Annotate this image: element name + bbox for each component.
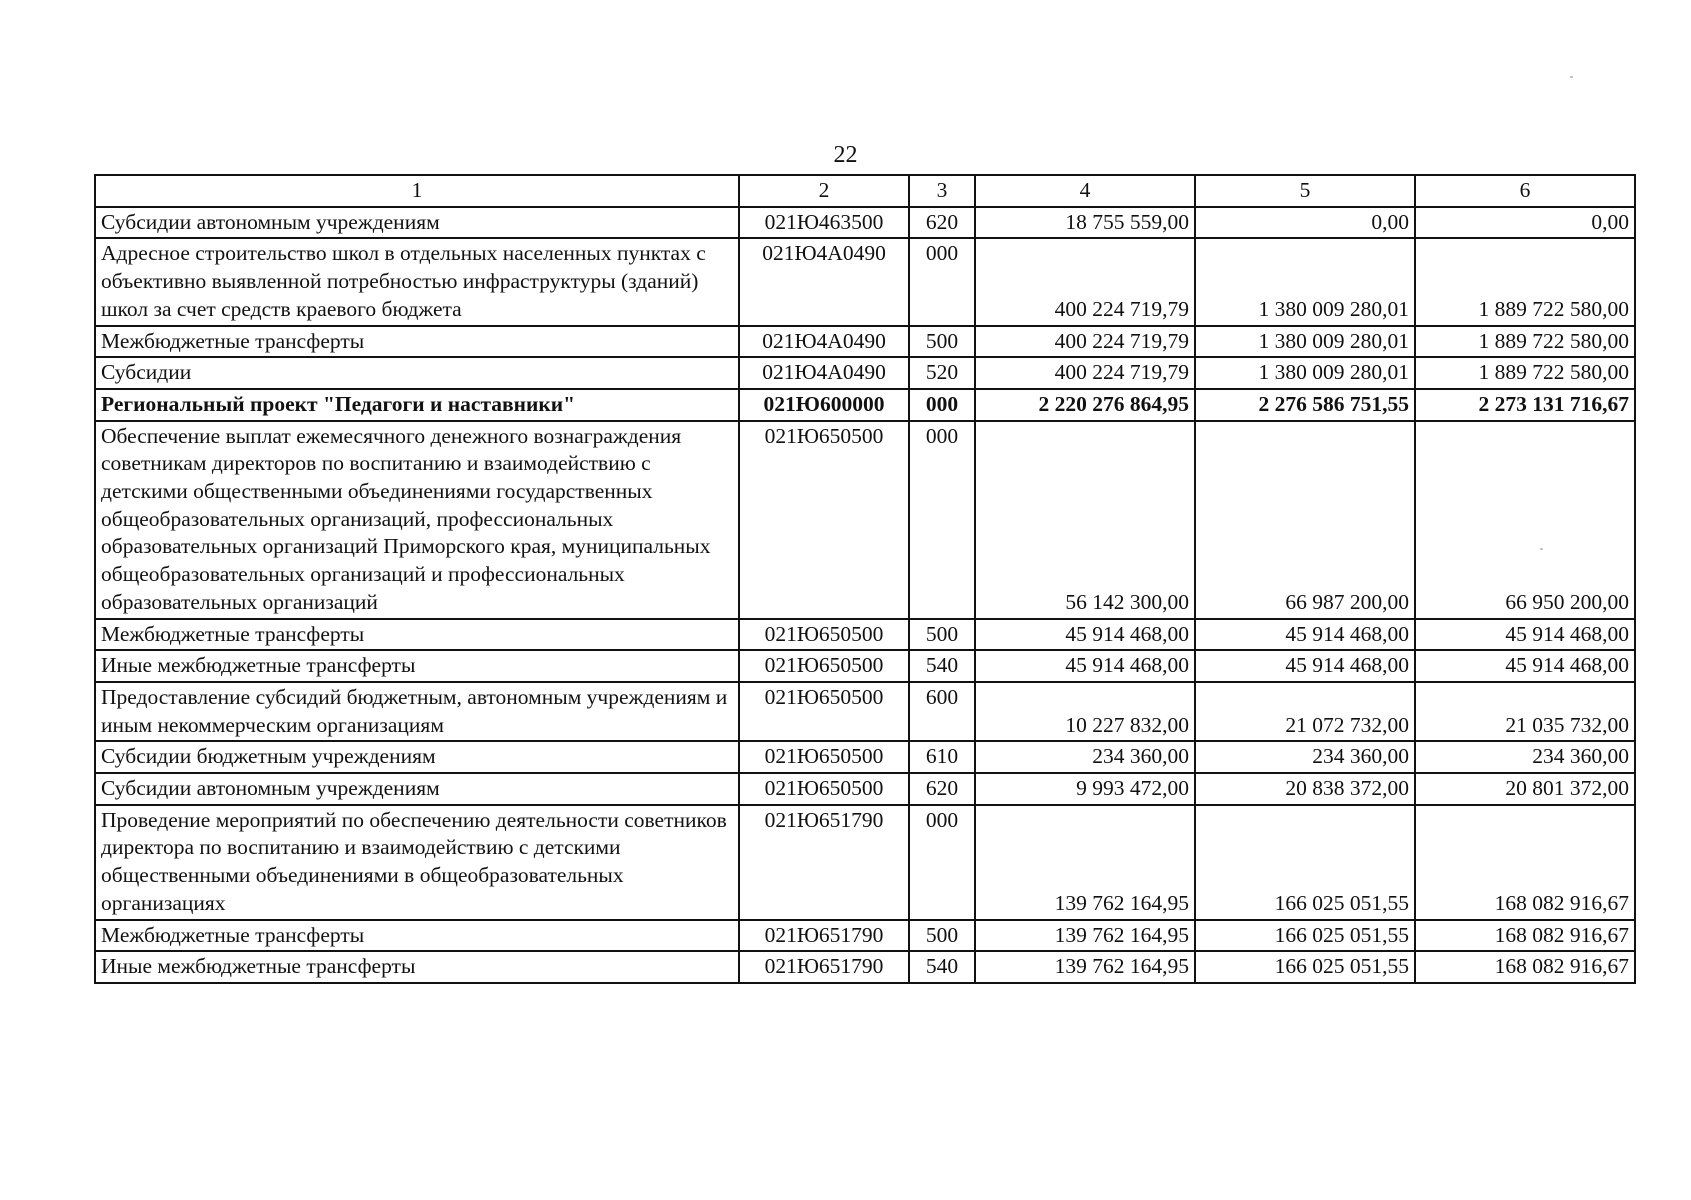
- table-row: [95, 682, 1635, 741]
- row-amount-col6: 1 889 722 580,00: [1415, 238, 1635, 325]
- row-expense-kind: 500: [909, 326, 975, 358]
- row-amount-col6: 168 082 916,67: [1415, 805, 1635, 920]
- row-expense-kind: 540: [909, 650, 975, 682]
- row-name: Субсидии автономным учреждениям: [95, 207, 739, 239]
- table-row: [95, 389, 1635, 421]
- row-amount-col5: 45 914 468,00: [1195, 650, 1415, 682]
- row-amount-col6: 2 273 131 716,67: [1415, 389, 1635, 421]
- row-expense-kind: 500: [909, 619, 975, 651]
- row-name: Обеспечение выплат ежемесячного денежного вознаграждения советникам директоров по воспитанию и взаимодействию с детскими общественными объединениями государственных общеобразовательных организаций, профессиональных образовательных организаций Приморского края, муниципальных общеобразовательных организаций и профессиональных образовательных организаций: [95, 421, 739, 619]
- header-cell: 4: [975, 175, 1195, 207]
- table-row: [95, 920, 1635, 952]
- header-cell: 5: [1195, 175, 1415, 207]
- header-cell: 1: [95, 175, 739, 207]
- row-amount-col6: 1 889 722 580,00: [1415, 357, 1635, 389]
- row-amount-col5: 1 380 009 280,01: [1195, 357, 1415, 389]
- row-amount-col6: 66 950 200,00: [1415, 421, 1635, 619]
- row-amount-col5: 166 025 051,55: [1195, 951, 1415, 983]
- budget-table: [94, 174, 1636, 984]
- row-code: 021Ю651790: [739, 805, 909, 920]
- row-code: 021Ю4А0490: [739, 357, 909, 389]
- table-row: [95, 951, 1635, 983]
- row-amount-col6: 168 082 916,67: [1415, 920, 1635, 952]
- row-amount-col6: 234 360,00: [1415, 741, 1635, 773]
- row-amount-col6: 1 889 722 580,00: [1415, 326, 1635, 358]
- row-amount-col5: 166 025 051,55: [1195, 920, 1415, 952]
- row-name: Субсидии бюджетным учреждениям: [95, 741, 739, 773]
- row-expense-kind: 540: [909, 951, 975, 983]
- row-amount-col4: 400 224 719,79: [975, 238, 1195, 325]
- row-amount-col5: 2 276 586 751,55: [1195, 389, 1415, 421]
- row-amount-col5: 1 380 009 280,01: [1195, 238, 1415, 325]
- table-row: [95, 207, 1635, 239]
- row-name: Предоставление субсидий бюджетным, автономным учреждениям и иным некоммерческим организациям: [95, 682, 739, 741]
- row-expense-kind: 620: [909, 207, 975, 239]
- row-code: 021Ю4А0490: [739, 238, 909, 325]
- row-amount-col5: 166 025 051,55: [1195, 805, 1415, 920]
- row-amount-col4: 139 762 164,95: [975, 951, 1195, 983]
- row-amount-col6: 20 801 372,00: [1415, 773, 1635, 805]
- row-code: 021Ю650500: [739, 421, 909, 619]
- scan-speck: [1540, 548, 1543, 550]
- row-code: 021Ю463500: [739, 207, 909, 239]
- row-amount-col6: 21 035 732,00: [1415, 682, 1635, 741]
- row-amount-col4: 45 914 468,00: [975, 619, 1195, 651]
- row-amount-col6: 45 914 468,00: [1415, 619, 1635, 651]
- table-row: [95, 741, 1635, 773]
- row-expense-kind: 000: [909, 389, 975, 421]
- header-cell: 2: [739, 175, 909, 207]
- table-row: [95, 773, 1635, 805]
- table-row: [95, 357, 1635, 389]
- row-amount-col4: 400 224 719,79: [975, 326, 1195, 358]
- row-amount-col5: 1 380 009 280,01: [1195, 326, 1415, 358]
- row-expense-kind: 610: [909, 741, 975, 773]
- row-amount-col4: 139 762 164,95: [975, 920, 1195, 952]
- row-amount-col4: 139 762 164,95: [975, 805, 1195, 920]
- row-code: 021Ю650500: [739, 741, 909, 773]
- row-expense-kind: 620: [909, 773, 975, 805]
- row-name: Субсидии: [95, 357, 739, 389]
- table-row: [95, 805, 1635, 920]
- row-amount-col4: 2 220 276 864,95: [975, 389, 1195, 421]
- row-expense-kind: 000: [909, 238, 975, 325]
- row-amount-col5: 66 987 200,00: [1195, 421, 1415, 619]
- row-code: 021Ю650500: [739, 650, 909, 682]
- row-amount-col5: 0,00: [1195, 207, 1415, 239]
- table-row: [95, 619, 1635, 651]
- row-code: 021Ю650500: [739, 682, 909, 741]
- row-code: 021Ю651790: [739, 920, 909, 952]
- row-expense-kind: 000: [909, 805, 975, 920]
- row-amount-col5: 45 914 468,00: [1195, 619, 1415, 651]
- row-amount-col5: 234 360,00: [1195, 741, 1415, 773]
- row-name: Субсидии автономным учреждениям: [95, 773, 739, 805]
- row-amount-col4: 9 993 472,00: [975, 773, 1195, 805]
- row-expense-kind: 500: [909, 920, 975, 952]
- row-expense-kind: 600: [909, 682, 975, 741]
- row-code: 021Ю600000: [739, 389, 909, 421]
- table-row: [95, 421, 1635, 619]
- header-cell: 3: [909, 175, 975, 207]
- page-number: 22: [833, 142, 858, 168]
- row-code: 021Ю650500: [739, 619, 909, 651]
- row-amount-col4: 56 142 300,00: [975, 421, 1195, 619]
- row-amount-col4: 10 227 832,00: [975, 682, 1195, 741]
- row-amount-col4: 45 914 468,00: [975, 650, 1195, 682]
- row-name: Межбюджетные трансферты: [95, 920, 739, 952]
- row-amount-col6: 45 914 468,00: [1415, 650, 1635, 682]
- row-amount-col4: 234 360,00: [975, 741, 1195, 773]
- row-amount-col5: 20 838 372,00: [1195, 773, 1415, 805]
- table-row: [95, 326, 1635, 358]
- row-amount-col4: 18 755 559,00: [975, 207, 1195, 239]
- row-expense-kind: 000: [909, 421, 975, 619]
- row-name: Проведение мероприятий по обеспечению деятельности советников директора по воспитанию и взаимодействию с детскими общественными объединениями в общеобразовательных организациях: [95, 805, 739, 920]
- row-name: Межбюджетные трансферты: [95, 619, 739, 651]
- table-row: [95, 238, 1635, 325]
- row-name: Региональный проект "Педагоги и наставники": [95, 389, 739, 421]
- row-name: Адресное строительство школ в отдельных населенных пунктах с объективно выявленной потребностью инфраструктуры (зданий) школ за счет средств краевого бюджета: [95, 238, 739, 325]
- table-header-row: [95, 175, 1635, 207]
- row-code: 021Ю4А0490: [739, 326, 909, 358]
- row-amount-col6: 168 082 916,67: [1415, 951, 1635, 983]
- row-code: 021Ю651790: [739, 951, 909, 983]
- row-amount-col6: 0,00: [1415, 207, 1635, 239]
- row-expense-kind: 520: [909, 357, 975, 389]
- table-row: [95, 650, 1635, 682]
- row-amount-col4: 400 224 719,79: [975, 357, 1195, 389]
- scan-speck: [1570, 76, 1573, 78]
- row-name: Иные межбюджетные трансферты: [95, 650, 739, 682]
- row-amount-col5: 21 072 732,00: [1195, 682, 1415, 741]
- header-cell: 6: [1415, 175, 1635, 207]
- row-code: 021Ю650500: [739, 773, 909, 805]
- row-name: Межбюджетные трансферты: [95, 326, 739, 358]
- row-name: Иные межбюджетные трансферты: [95, 951, 739, 983]
